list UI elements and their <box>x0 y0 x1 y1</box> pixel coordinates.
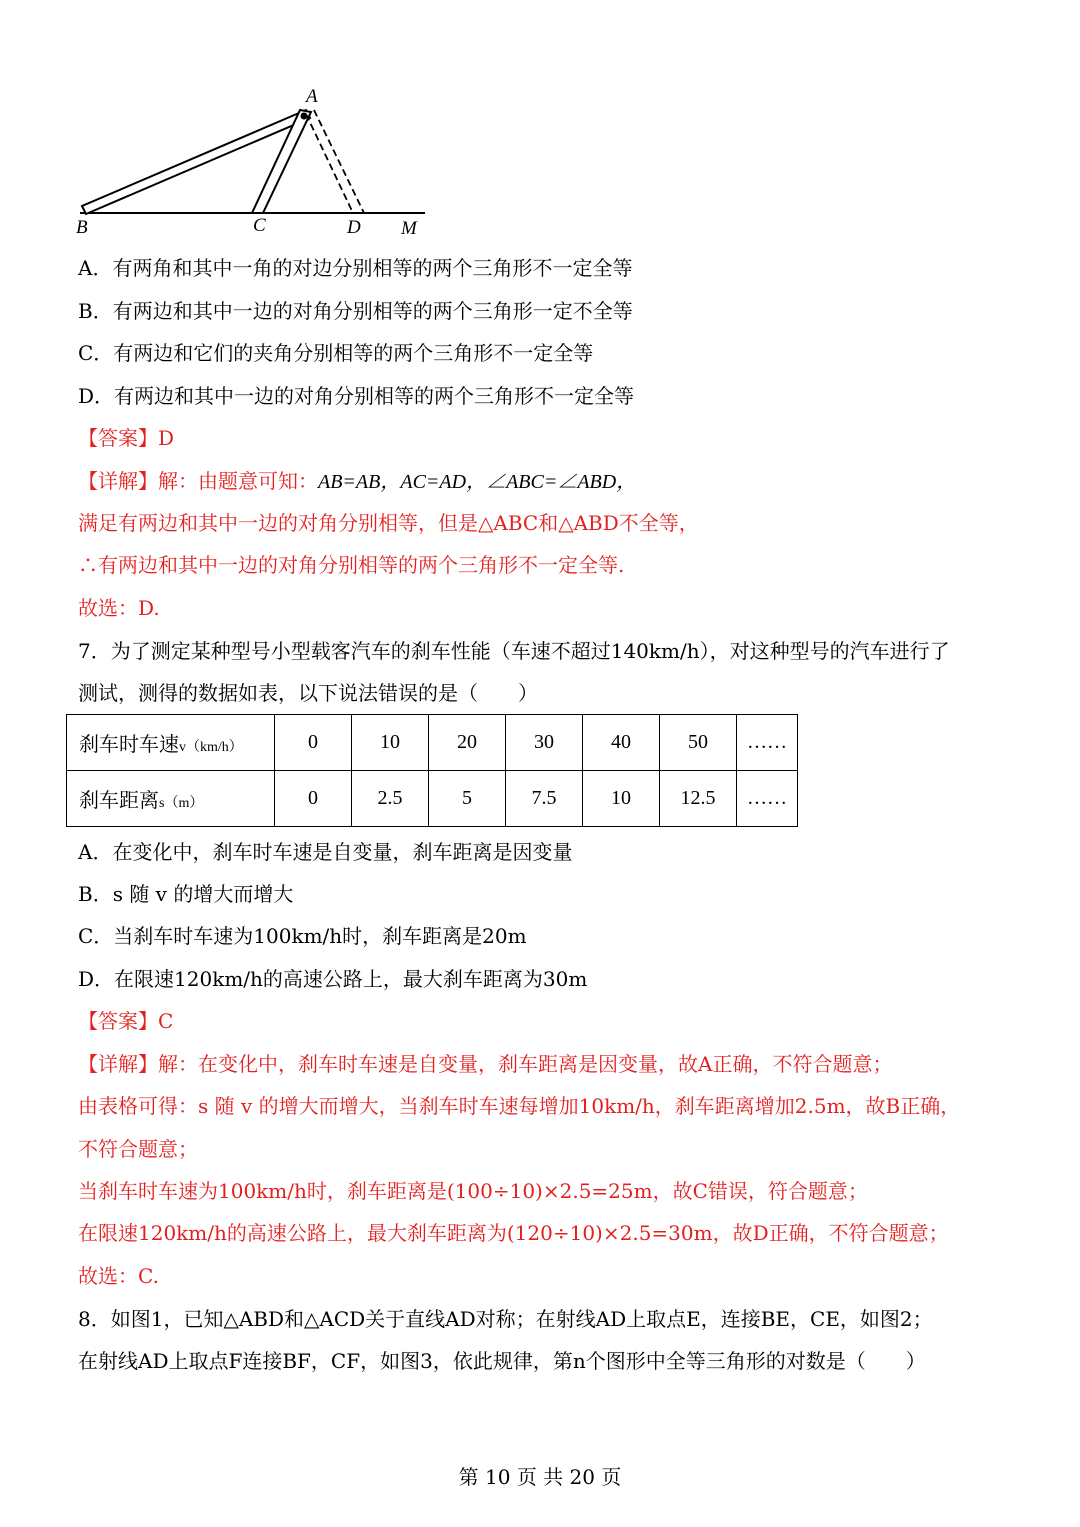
table-cell: 5 <box>429 771 506 827</box>
answer-value: D <box>158 426 175 450</box>
table-cell: 0 <box>275 715 352 771</box>
q6-option-a: A．有两角和其中一角的对边分别相等的两个三角形不一定全等 <box>78 256 633 280</box>
q7-option-b: B．s 随 v 的增大而增大 <box>78 882 294 906</box>
q7-detail-2: 由表格可得：s 随 v 的增大而增大，当刹车时车速每增加10km/h，刹车距离增加2.5m，故B正确， <box>78 1094 961 1118</box>
detail-label: 【详解】 <box>78 1052 158 1076</box>
table-cell: 40 <box>583 715 660 771</box>
q7-detail-4: 当刹车时车速为100km/h时，刹车距离是(100÷10)×2.5=25m，故C错误，符合题意； <box>78 1179 868 1203</box>
q7-detail-1 <box>78 1050 892 1078</box>
answer-label: 【答案】 <box>78 426 158 450</box>
q7-stem-2: 测试，测得的数据如表，以下说法错误的是（ ） <box>78 681 538 705</box>
dashed-AD-2 <box>314 110 364 213</box>
q6-option-d: D．有两边和其中一边的对角分别相等的两个三角形不一定全等 <box>78 384 635 408</box>
label-C: C <box>253 215 266 236</box>
table-row <box>67 771 798 827</box>
q7-option-d: D．在限速120km/h的高速公路上，最大刹车距离为30m <box>78 967 588 991</box>
geometry-figure <box>70 82 440 242</box>
q8-stem-1: 8．如图1，已知△ABD和△ACD关于直线AD对称；在射线AD上取点E，连接BE，CE，如图2； <box>78 1307 933 1331</box>
label-D: D <box>347 217 361 238</box>
table-cell: 2.5 <box>352 771 429 827</box>
label-A: A <box>306 86 318 107</box>
data-table <box>66 714 798 827</box>
row-label: 刹车时车速 <box>79 734 179 756</box>
row-unit: s（m） <box>159 796 204 811</box>
q6-option-c: C．有两边和它们的夹角分别相等的两个三角形不一定全等 <box>78 341 594 365</box>
detail-text: 解：由题意可知： <box>158 469 318 493</box>
answer-value: C <box>158 1009 174 1033</box>
pivot-point-A <box>301 113 308 120</box>
table-cell: 50 <box>660 715 737 771</box>
q7-answer <box>78 1007 173 1035</box>
table-cell: 12.5 <box>660 771 737 827</box>
dashed-AD-1 <box>306 114 353 213</box>
table-cell: 10 <box>352 715 429 771</box>
q7-detail-5: 在限速120km/h的高速公路上，最大刹车距离为(120÷10)×2.5=30m，故D正确，不符合题意； <box>78 1221 949 1245</box>
q6-detail-3: ∴有两边和其中一边的对角分别相等的两个三角形不一定全等. <box>78 553 625 577</box>
q6-detail-2: 满足有两边和其中一边的对角分别相等，但是△ABC和△ABD不全等， <box>78 511 699 535</box>
row-label: 刹车距离 <box>79 790 159 812</box>
q6-option-b: B．有两边和其中一边的对角分别相等的两个三角形一定不全等 <box>78 299 633 323</box>
q7-option-a: A．在变化中，刹车时车速是自变量，刹车距离是因变量 <box>78 840 573 864</box>
answer-label: 【答案】 <box>78 1009 158 1033</box>
q7-detail-3: 不符合题意； <box>78 1137 198 1161</box>
q8-stem-2: 在射线AD上取点F连接BF，CF，如图3，依此规律，第n个图形中全等三角形的对数是（ ） <box>78 1349 926 1373</box>
q7-choose: 故选：C. <box>78 1264 159 1288</box>
table-cell: 30 <box>506 715 583 771</box>
table-cell: …… <box>737 771 798 827</box>
detail-label: 【详解】 <box>78 469 158 493</box>
label-M: M <box>401 218 417 239</box>
detail-math: AB=AB，AC=AD，∠ABC=∠ABD， <box>318 471 637 493</box>
q6-choose: 故选：D. <box>78 596 160 620</box>
q7-option-c: C．当刹车时车速为100km/h时，刹车距离是20m <box>78 924 527 948</box>
row-unit: v（km/h） <box>179 740 243 755</box>
row-header <box>67 771 275 827</box>
table-cell: …… <box>737 715 798 771</box>
row-header <box>67 715 275 771</box>
q7-stem-1: 7．为了测定某种型号小型载客汽车的刹车性能（车速不超过140km/h），对这种型号的汽车进行了 <box>78 639 950 663</box>
table-cell: 20 <box>429 715 506 771</box>
table-cell: 10 <box>583 771 660 827</box>
detail-text: 解：在变化中，刹车时车速是自变量，刹车距离是因变量，故A正确，不符合题意； <box>158 1052 893 1076</box>
page-footer: 第 10 页 共 20 页 <box>458 1465 622 1489</box>
table-cell: 7.5 <box>506 771 583 827</box>
table-cell: 0 <box>275 771 352 827</box>
label-B: B <box>76 217 88 238</box>
q6-answer <box>78 424 174 452</box>
table-row <box>67 715 798 771</box>
q6-detail-1 <box>78 467 636 496</box>
